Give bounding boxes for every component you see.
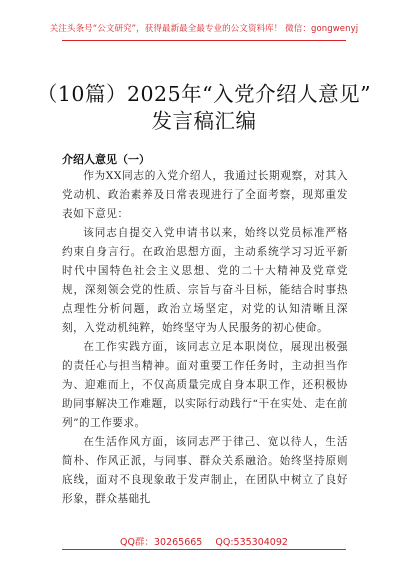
paragraph-political: 该同志自提交入党申请书以来，始终以党员标准严格约束自身言行。在政治思想方面，主动系统学习习近平新时代中国特色社会主义思想、党的二十大精神及党章党规，深刻领会党的性质、宗旨与奋斗目标，能结合时事热点理性分析问题，政治立场坚定，对党的认知清晰且深刻，入党动机纯粹，始终坚守为人民服务的初心使命。: [62, 227, 348, 334]
document-body: [62, 167, 348, 509]
footer-divider: [62, 549, 346, 550]
paragraph-lifestyle: 在生活作风方面，该同志严于律己、宽以待人，生活简朴、作风正派，与同事、群众关系融洽。始终坚持原则底线，面对不良现象敢于发声制止，在团队中树立了良好形象，群众基础扎: [62, 436, 348, 505]
paragraph-intro: 作为XX同志的入党介绍人，我通过长期观察，对其入党动机、政治素养及日常表现进行了全面考察，现郑重发表如下意见：: [62, 170, 348, 220]
promo-header: 关注头条号“公文研究”，获得最新最全最专业的公文资料库！ 微信：gongwenyj: [49, 24, 359, 34]
paragraph-work: 在工作实践方面，该同志立足本职岗位，展现出极强的责任心与担当精神。面对重要工作任务时，主动担当作为、迎难而上，不仅高质量完成自身本职工作，还积极协助同事解决工作难题，以实际行动践行“干在实处、走在前列”的工作要求。: [62, 341, 348, 429]
contact-footer: QQ群：30265665 QQ:535304092: [120, 537, 288, 548]
document-title-line1: （10篇）2025年“入党介绍人意见”: [36, 82, 372, 106]
document-title-line2: 发言稿汇编: [151, 109, 257, 133]
section-heading: 介绍人意见（一）: [62, 153, 150, 166]
header-divider: [62, 40, 346, 41]
